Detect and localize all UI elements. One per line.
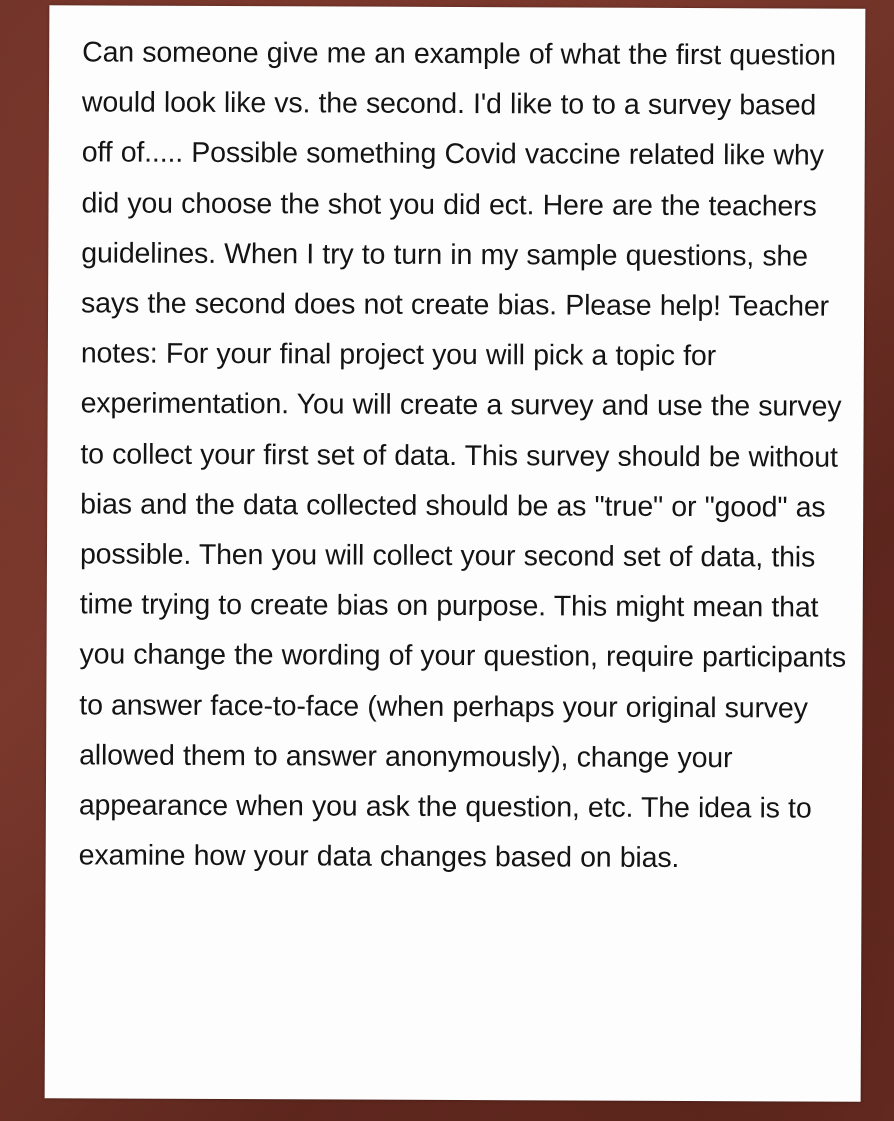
paper-sheet: [45, 5, 866, 1102]
question-text: Can someone give me an example of what the first question would look like vs. the second. I'd like to to a survey based off of..... Possible something Covid vaccine related like why did you choose the shot you did ect. Here are the teachers guidelines. When I try to turn in my sample questions, she says the second does not create bias. Please help! Teacher notes: For your final project you will pick a topic for experimentation. You will create a survey and use the survey to collect your first set of data. This survey should be without bias and the data collected should be as "true" or "good" as possible. Then you will collect your second set of data, this time trying to create bias on purpose. This might mean that you change the wording of your question, require participants to answer face-to-face (when perhaps your original survey allowed them to answer anonymously), change your appearance when you ask the question, etc. The idea is to examine how your data changes based on bias.: [78, 36, 847, 875]
